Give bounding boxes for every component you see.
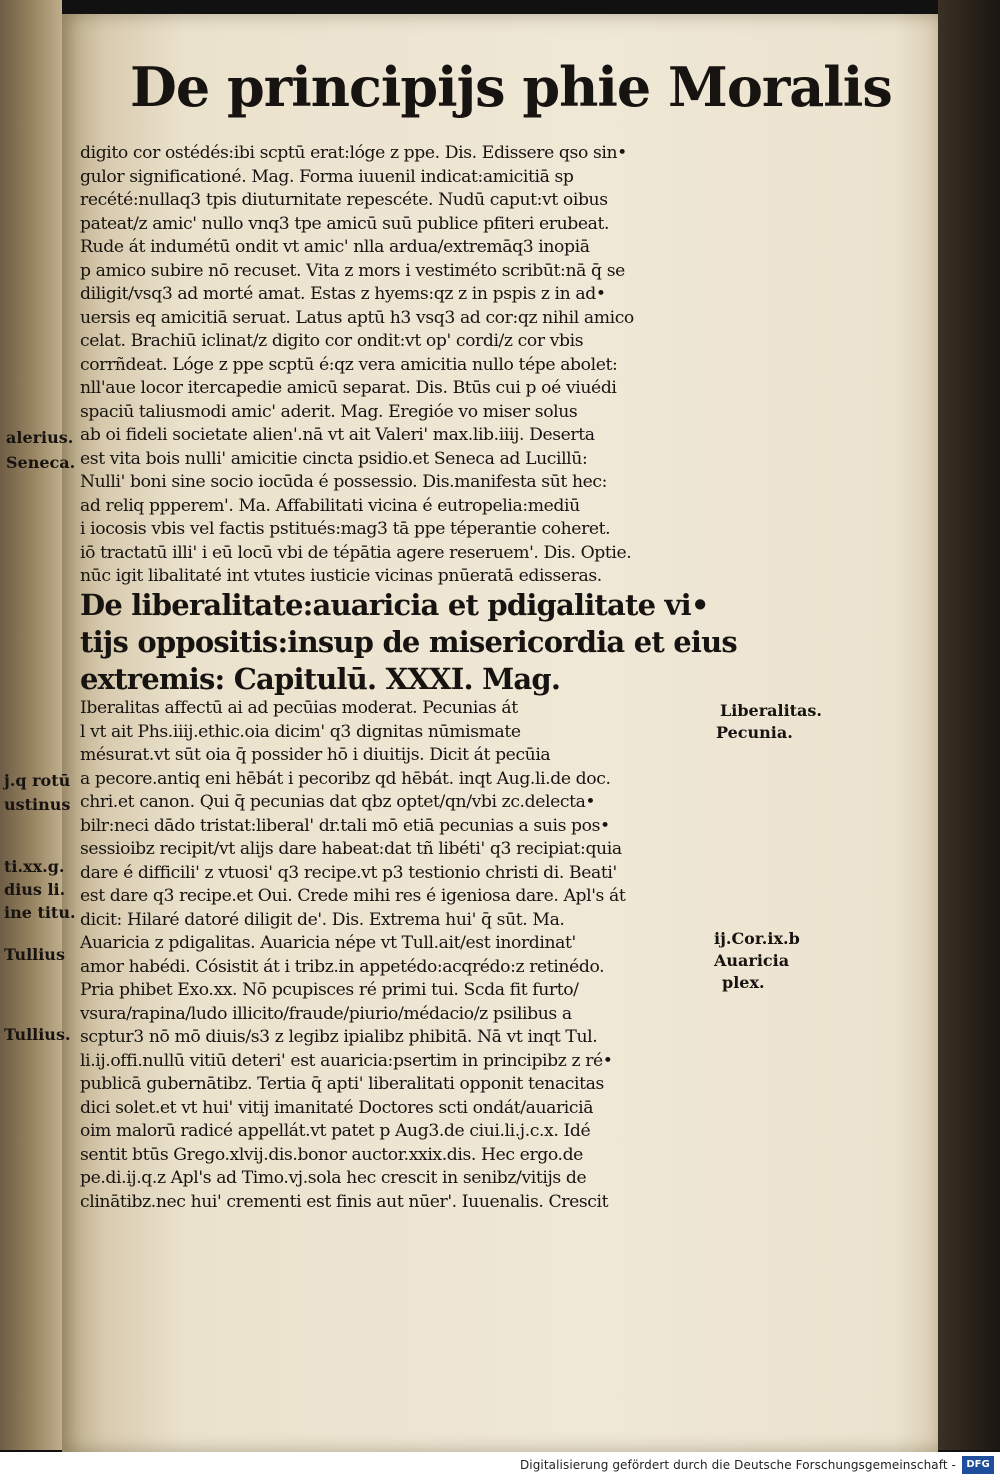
margin-note-left: Tullius [4, 945, 65, 964]
text-line: vsura/rapina/ludo illicito/fraude/piurio/médacio/z psilibus a [80, 1003, 572, 1024]
text-line: est vita bois nulli' amicitie cincta psidio.et Seneca ad Lucillū: [80, 448, 588, 469]
text-line: sessioibz recipit/vt alijs dare habeat:dat tñ libéti' q3 recipiat:quia [80, 839, 622, 859]
text-line: ad reliq ppperem'. Ma. Affabilitati vicina é eutropelia:mediū [80, 495, 580, 516]
text-line: celat. Brachiū iclinat/z digito cor ondit:vt op' cordi/z cor vbis [80, 331, 584, 351]
text-line: sentit btūs Grego.xlvij.dis.bonor auctor.xxix.dis. Hec ergo.de [80, 1144, 583, 1165]
text-line: publicā gubernātibz. Tertia q̄ apti' liberalitati opponit tenacitas [80, 1074, 604, 1094]
text-line: gulor significationé. Mag. Forma iuuenil indicat:amicitiā sp [80, 166, 574, 187]
text-line: li.ij.offi.nullū vitiū deteri' est auaricia:psertim in principibz z ré• [80, 1050, 613, 1071]
heading-line: tijs oppositis:insup de misericordia et eius [80, 625, 737, 659]
body-text-bottom [80, 697, 712, 1214]
text-line: mésurat.vt sūt oia q̄ possider hō i diuitijs. Dicit át pecūia [80, 745, 551, 765]
margin-note-right: ij.Cor.ix.b [714, 929, 800, 948]
text-line: spaciū taliusmodi amic' aderit. Mag. Eregióe vo miser solus [80, 401, 578, 422]
heading-line: extremis: Capitulū. XXXI. Mag. [80, 662, 561, 696]
margin-note-left: ine titu. [4, 903, 76, 922]
text-line: clinātibz.nec hui' crementi est finis aut nūer'. Iuuenalis. Crescit [80, 1191, 609, 1212]
margin-note-right: Auaricia [714, 951, 790, 970]
margin-note-left: ustinus [4, 795, 71, 814]
margin-note-left: j.q rotū [4, 771, 71, 790]
text-line: corrñdeat. Lóge z ppe scptū é:qz vera amicitia nullo tépe abolet: [80, 354, 618, 375]
text-line: Nulli' boni sine socio iocūda é possessio. Dis.manifesta sūt hec: [80, 472, 608, 492]
text-line: dicit: Hilaré datoré diligit de'. Dis. Extrema hui' q̄ sūt. Ma. [80, 909, 565, 930]
text-line: Rude át indumétū ondit vt amic' nlla ardua/extremāq3 inopiā [80, 237, 590, 257]
text-line: chri.et canon. Qui q̄ pecunias dat qbz optet/qn/vbi zc.delecta• [80, 792, 596, 812]
text-line: p amico subire nō recuset. Vita z mors i vestiméto scribūt:nā q̄ se [80, 260, 625, 281]
text-line: recété:nullaq3 tpis diuturnitate repescéte. Nudū caput:vt oibus [80, 190, 608, 210]
text-line: Iberalitas affectū ai ad pecūias moderat. Pecunias át [80, 698, 518, 718]
text-line: nll'aue locor itercapedie amicū separat. Dis. Btūs cui p oé viuédi [80, 378, 617, 398]
text-line: digito cor ostédés:ibi scptū erat:lóge z ppe. Dis. Edissere qso sin• [80, 143, 627, 163]
body-text-top [80, 142, 712, 589]
margin-note-left: ti.xx.g. [4, 857, 65, 876]
text-line: scptur3 nō mō diuis/s3 z legibz ipialibz phibitā. Nā vt inqt Tul. [80, 1027, 598, 1047]
chapter-heading [80, 587, 737, 698]
margin-note-left: dius li. [4, 880, 66, 899]
margin-note-left: Tullius. [4, 1025, 71, 1044]
text-line: a pecore.antiq eni hēbát i pecoribz qd hēbát. inqt Aug.li.de doc. [80, 768, 611, 789]
text-line: pateat/z amic' nullo vnq3 tpe amicū suū publice pfiteri erubeat. [80, 213, 610, 234]
text-line: amor habédi. Cósistit át i tribz.in appetédo:acqrédo:z retinédo. [80, 956, 605, 977]
dfg-logo: DFG [962, 1456, 994, 1474]
margin-note-right: Pecunia. [716, 723, 793, 742]
text-line: bilr:neci dādo tristat:liberal' dr.tali mō etiā pecunias a suis pos• [80, 815, 610, 836]
text-line: ab oi fideli societate alien'.nā vt ait Valeri' max.lib.iiij. Deserta [80, 425, 595, 445]
text-line: est dare q3 recipe.et Oui. Crede mihi res é igeniosa dare. Apl's át [80, 886, 626, 906]
text-line: nūc igit libalitaté int vtutes iusticie vicinas pnūeratā edisseras. [80, 566, 602, 586]
funding-credit: Digitalisierung gefördert durch die Deutsche Forschungsgemeinschaft - [519, 1458, 956, 1472]
previous-page-edge [0, 0, 65, 1450]
text-line: Auaricia z pdigalitas. Auaricia népe vt Tull.ait/est inordinat' [80, 933, 576, 953]
heading-line: De liberalitate:auaricia et pdigalitate vi• [80, 588, 709, 622]
text-line: i iocosis vbis vel factis pstitués:mag3 tā ppe téperantie coheret. [80, 519, 611, 539]
text-line: dare é difficili' z vtuosi' q3 recipe.vt p3 testionio christi di. Beati' [80, 862, 617, 883]
text-line: l vt ait Phs.iiij.ethic.oia dicim' q3 dignitas nūmismate [80, 721, 521, 742]
running-header: De principijs phie Moralis [130, 55, 892, 119]
text-line: Pria phibet Exo.xx. Nō pcupisces ré primi tui. Scda fit furto/ [80, 980, 579, 1000]
margin-note-left: Seneca. [6, 453, 76, 472]
text-line: iō tractatū illi' i eū locū vbi de tépātia agere reseruem'. Dis. Optie. [80, 542, 632, 563]
scan-background [938, 0, 1000, 1450]
text-line: uersis eq amicitiā seruat. Latus aptū h3 vsq3 ad cor:qz nihil amico [80, 307, 634, 328]
text-line: pe.di.ij.q.z Apl's ad Timo.vj.sola hec crescit in senibz/vitijs de [80, 1168, 587, 1188]
margin-note-left: alerius. [6, 428, 74, 447]
margin-note-right: Liberalitas. [720, 701, 822, 720]
text-line: dici solet.et vt hui' vitij imanitaté Doctores scti ondát/auariciā [80, 1097, 594, 1118]
margin-note-right: plex. [722, 973, 765, 992]
text-line: diligit/vsq3 ad morté amat. Estas z hyems:qz z in pspis z in ad• [80, 284, 606, 304]
text-line: oim malorū radicé appellát.vt patet p Aug3.de ciui.li.j.c.x. Idé [80, 1121, 591, 1141]
